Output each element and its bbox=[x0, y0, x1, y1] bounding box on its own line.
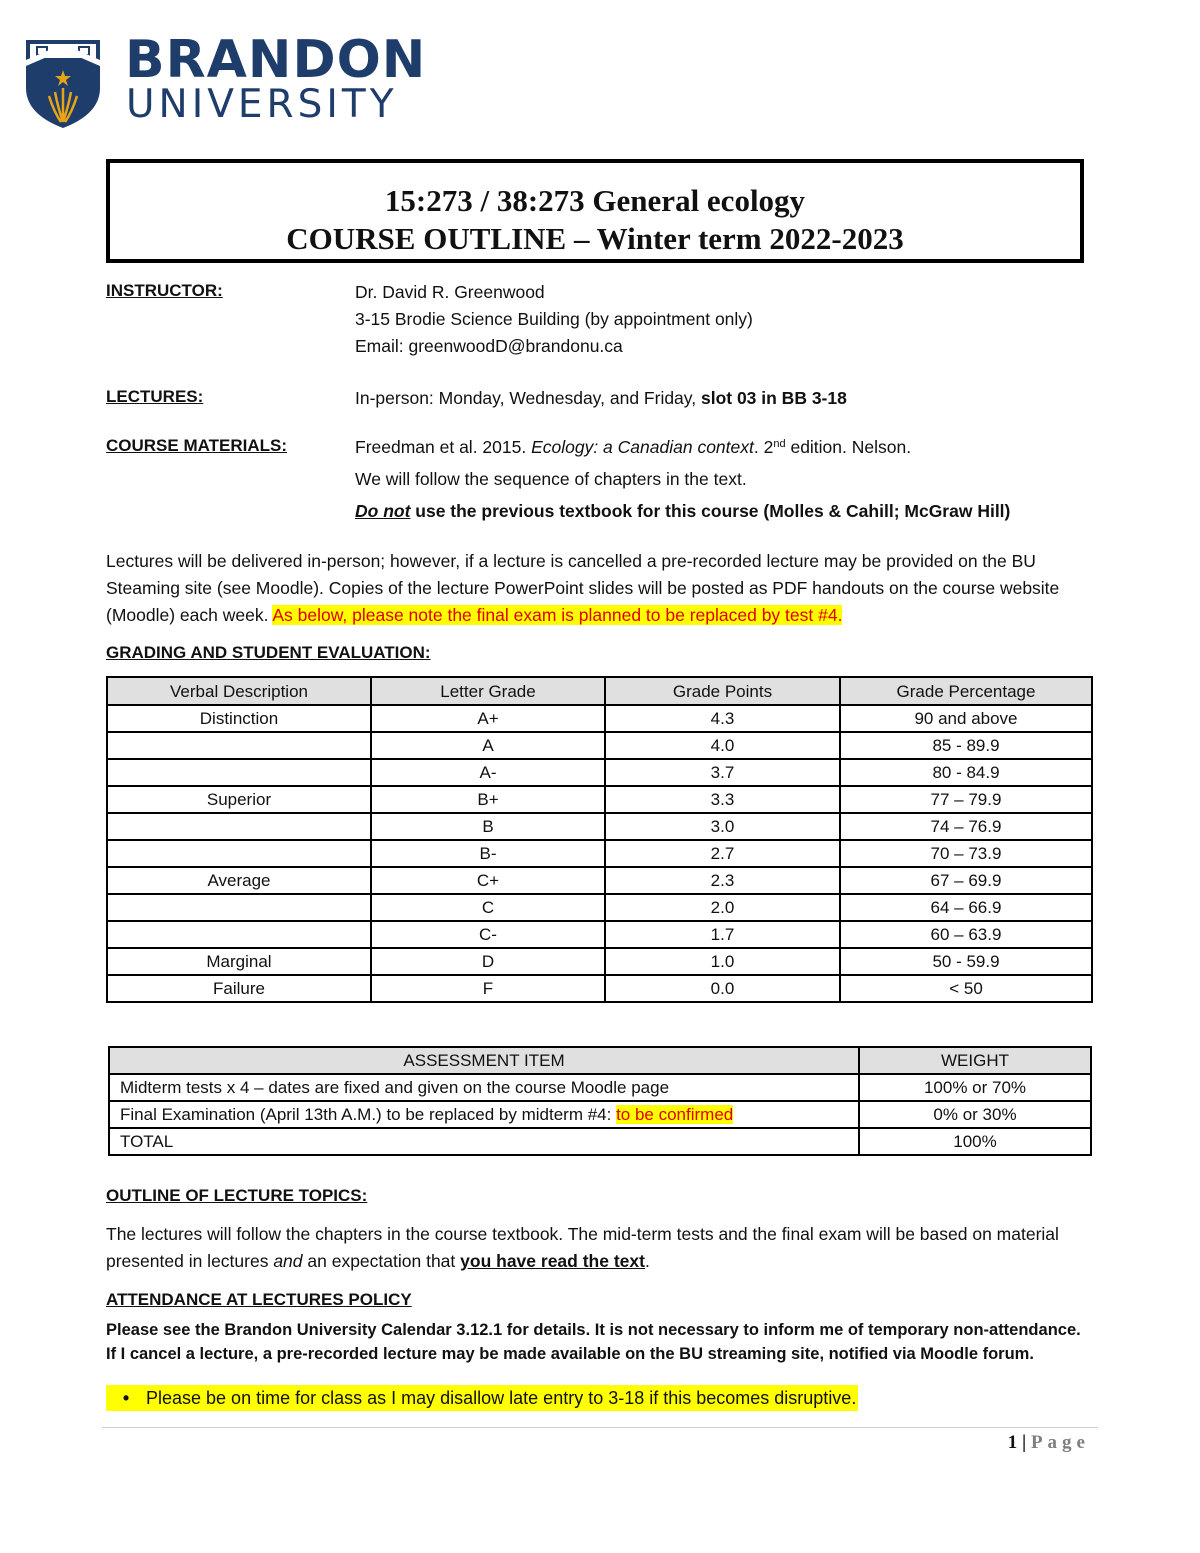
table-row bbox=[107, 813, 1092, 840]
punctuality-bullet bbox=[106, 1385, 858, 1411]
attendance-heading: ATTENDANCE AT LECTURES POLICY bbox=[106, 1290, 412, 1309]
col-verbal-description: Verbal Description bbox=[107, 677, 371, 705]
course-outline-term: COURSE OUTLINE – Winter term 2022-2023 bbox=[286, 221, 904, 256]
course-materials-label: COURSE MATERIALS: bbox=[106, 436, 288, 455]
weight-total: 100% bbox=[859, 1128, 1091, 1155]
percentage-cell: 77 – 79.9 bbox=[840, 786, 1092, 813]
lectures-days: In-person: Monday, Wednesday, and Friday, bbox=[355, 388, 701, 408]
lecture-topics-paragraph bbox=[106, 1221, 1096, 1275]
table-row bbox=[107, 705, 1092, 732]
attendance-policy-line-2: If I cancel a lecture, a pre-recorded lecture may be made available on the BU streaming site, notified via Moodle forum. bbox=[106, 1345, 1034, 1363]
col-weight: WEIGHT bbox=[859, 1047, 1091, 1074]
instructor-office: 3-15 Brodie Science Building (by appointment only) bbox=[355, 309, 753, 329]
warning-text: use the previous textbook for this course (Molles & Cahill; McGraw Hill) bbox=[410, 501, 1011, 521]
brandon-university-logo bbox=[22, 30, 427, 132]
table-row bbox=[107, 759, 1092, 786]
university-crest-icon bbox=[22, 36, 104, 130]
percentage-cell: 60 – 63.9 bbox=[840, 921, 1092, 948]
points-cell: 0.0 bbox=[605, 975, 840, 1002]
col-letter-grade: Letter Grade bbox=[371, 677, 605, 705]
topics-and: and bbox=[273, 1251, 303, 1271]
grade-scale-table bbox=[106, 676, 1093, 1003]
points-cell: 4.0 bbox=[605, 732, 840, 759]
points-cell: 2.0 bbox=[605, 894, 840, 921]
instructor-name: Dr. David R. Greenwood bbox=[355, 282, 545, 302]
col-grade-points: Grade Points bbox=[605, 677, 840, 705]
table-row bbox=[107, 894, 1092, 921]
verbal-cell bbox=[107, 840, 371, 867]
textbook-title: Ecology: a Canadian context bbox=[531, 437, 754, 457]
course-code-title: 15:273 / 38:273 General ecology bbox=[384, 183, 806, 218]
textbook-edition-num: . 2 bbox=[753, 437, 774, 457]
page-number: 1 bbox=[1007, 1432, 1018, 1453]
textbook-sequence-note: We will follow the sequence of chapters in the text. bbox=[355, 469, 747, 489]
warning-emphasis: Do not bbox=[355, 501, 411, 521]
verbal-cell: Failure bbox=[107, 975, 371, 1002]
percentage-cell: < 50 bbox=[840, 975, 1092, 1002]
instructor-email[interactable]: Email: greenwoodD@brandonu.ca bbox=[355, 336, 623, 356]
points-cell: 1.7 bbox=[605, 921, 840, 948]
points-cell: 3.3 bbox=[605, 786, 840, 813]
lecture-delivery-paragraph bbox=[106, 548, 1096, 629]
percentage-cell: 90 and above bbox=[840, 705, 1092, 732]
letter-cell: C bbox=[371, 894, 605, 921]
instructor-label: INSTRUCTOR: bbox=[106, 281, 223, 300]
assessment-total: TOTAL bbox=[109, 1128, 859, 1155]
letter-cell: F bbox=[371, 975, 605, 1002]
previous-textbook-warning bbox=[355, 500, 1010, 522]
percentage-cell: 50 - 59.9 bbox=[840, 948, 1092, 975]
logo-wordmark-brandon: BRANDON bbox=[125, 30, 427, 90]
textbook-edition-sup: nd bbox=[773, 438, 786, 450]
table-row bbox=[107, 840, 1092, 867]
page-footer bbox=[1008, 1432, 1090, 1454]
course-title-box bbox=[106, 159, 1084, 263]
percentage-cell: 70 – 73.9 bbox=[840, 840, 1092, 867]
verbal-cell: Marginal bbox=[107, 948, 371, 975]
percentage-cell: 74 – 76.9 bbox=[840, 813, 1092, 840]
page-separator: | bbox=[1017, 1432, 1031, 1453]
assessment-final-exam bbox=[109, 1101, 859, 1128]
table-row bbox=[109, 1074, 1091, 1101]
page-word: Page bbox=[1030, 1432, 1090, 1453]
attendance-policy-line-1: Please see the Brandon University Calendar 3.12.1 for details. It is not necessary to inform me of temporary non-attendance. bbox=[106, 1321, 1081, 1339]
letter-cell: C+ bbox=[371, 867, 605, 894]
table-row bbox=[107, 732, 1092, 759]
lecture-topics-heading: OUTLINE OF LECTURE TOPICS: bbox=[106, 1186, 368, 1205]
verbal-cell bbox=[107, 921, 371, 948]
letter-cell: A+ bbox=[371, 705, 605, 732]
table-row bbox=[109, 1101, 1091, 1128]
weight-final-exam: 0% or 30% bbox=[859, 1101, 1091, 1128]
final-exam-text: Final Examination (April 13th A.M.) to be replaced by midterm #4: bbox=[120, 1105, 617, 1124]
grading-heading: GRADING AND STUDENT EVALUATION: bbox=[106, 643, 431, 662]
verbal-cell bbox=[107, 894, 371, 921]
letter-cell: D bbox=[371, 948, 605, 975]
final-exam-note: As below, please note the final exam is planned to be replaced by test #4. bbox=[272, 605, 843, 625]
table-row bbox=[107, 786, 1092, 813]
letter-cell: B+ bbox=[371, 786, 605, 813]
points-cell: 4.3 bbox=[605, 705, 840, 732]
points-cell: 2.3 bbox=[605, 867, 840, 894]
assessment-header-row bbox=[109, 1047, 1091, 1074]
topics-text-b: an expectation that bbox=[302, 1251, 461, 1271]
points-cell: 3.7 bbox=[605, 759, 840, 786]
textbook-citation bbox=[355, 436, 911, 458]
punctuality-text: Please be on time for class as I may disallow late entry to 3-18 if this becomes disruptive. bbox=[146, 1388, 857, 1408]
weight-midterms: 100% or 70% bbox=[859, 1074, 1091, 1101]
table-row bbox=[107, 948, 1092, 975]
lectures-slot-room: slot 03 in BB 3-18 bbox=[700, 388, 847, 408]
percentage-cell: 64 – 66.9 bbox=[840, 894, 1092, 921]
table-row bbox=[107, 975, 1092, 1002]
percentage-cell: 80 - 84.9 bbox=[840, 759, 1092, 786]
to-be-confirmed-flag: to be confirmed bbox=[616, 1105, 734, 1124]
topics-text-a: The lectures will follow the chapters in the course textbook. The mid-term tests and the final exam will be based on material presented in lectures bbox=[106, 1224, 1059, 1271]
textbook-publisher: edition. Nelson. bbox=[785, 437, 912, 457]
col-assessment-item: ASSESSMENT ITEM bbox=[109, 1047, 859, 1074]
topics-read-text: you have read the text bbox=[460, 1251, 645, 1271]
table-row bbox=[107, 867, 1092, 894]
footer-divider bbox=[102, 1427, 1098, 1428]
lectures-label: LECTURES: bbox=[106, 387, 204, 406]
verbal-cell: Average bbox=[107, 867, 371, 894]
letter-cell: A bbox=[371, 732, 605, 759]
table-row bbox=[107, 921, 1092, 948]
points-cell: 3.0 bbox=[605, 813, 840, 840]
letter-cell: B- bbox=[371, 840, 605, 867]
percentage-cell: 67 – 69.9 bbox=[840, 867, 1092, 894]
letter-cell: A- bbox=[371, 759, 605, 786]
percentage-cell: 85 - 89.9 bbox=[840, 732, 1092, 759]
verbal-cell: Superior bbox=[107, 786, 371, 813]
assessment-table bbox=[108, 1046, 1092, 1156]
points-cell: 1.0 bbox=[605, 948, 840, 975]
lectures-schedule bbox=[355, 387, 847, 409]
bullet-icon: • bbox=[122, 1388, 130, 1408]
col-grade-percentage: Grade Percentage bbox=[840, 677, 1092, 705]
logo-wordmark-university: UNIVERSITY bbox=[126, 82, 398, 127]
verbal-cell: Distinction bbox=[107, 705, 371, 732]
verbal-cell bbox=[107, 813, 371, 840]
points-cell: 2.7 bbox=[605, 840, 840, 867]
verbal-cell bbox=[107, 732, 371, 759]
textbook-authors: Freedman et al. 2015. bbox=[355, 437, 532, 457]
letter-cell: B bbox=[371, 813, 605, 840]
letter-cell: C- bbox=[371, 921, 605, 948]
verbal-cell bbox=[107, 759, 371, 786]
delivery-text: Lectures will be delivered in-person; however, if a lecture is cancelled a pre-recorded lecture may be provided on the BU Steaming site (see Moodle). Copies of the lecture PowerPoint slides will be posted as PDF handouts on the course website (Moodle) each week. bbox=[106, 551, 1060, 625]
grade-table-header-row bbox=[107, 677, 1092, 705]
topics-text-c: . bbox=[644, 1251, 650, 1271]
assessment-midterms: Midterm tests x 4 – dates are fixed and given on the course Moodle page bbox=[109, 1074, 859, 1101]
table-row bbox=[109, 1128, 1091, 1155]
